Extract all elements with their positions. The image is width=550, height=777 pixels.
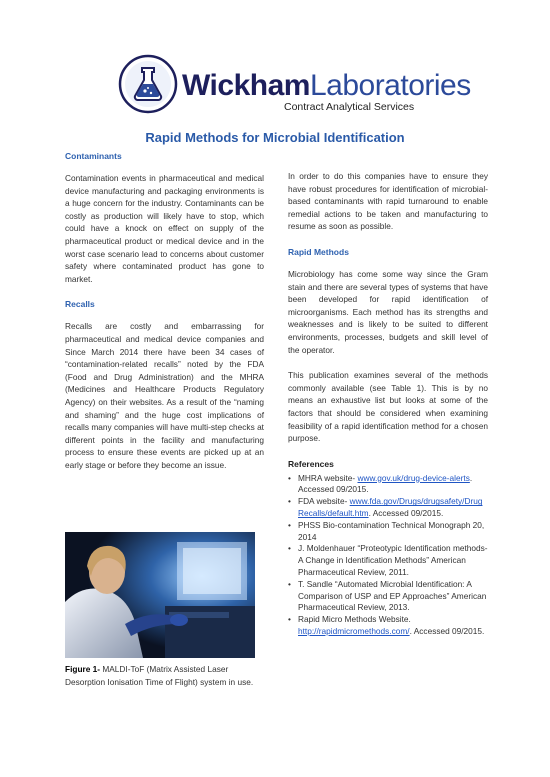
lab-photo [65,532,255,658]
maldi-tof-scientist-image [65,532,255,658]
references-heading: References [288,458,334,469]
recalls-paragraph: Recalls are costly and embarrassing for pharmaceutical and medical device companies and Since March 2014 there have been 34 cases of “contamination-related recalls” noted by the FDA (Food and Drug Administration) and the MHRA (Medicines and Healthcare Products Regulatory Agency) on their websites. As a result of the “naming and shaming” and the huge cost implications of recalls many companies will have multi-step checks at different points in the facility and manufacturing process to ensure these events are picked up at an early stage or before they become an issue. [65,321,264,470]
right-column [288,150,488,638]
references-section [288,458,488,638]
company-logo [118,52,471,122]
reference-item: • FDA website- www.fda.gov/Drugs/drugsafety/DrugRecalls/default.htm. Accessed 09/2015. [288,496,488,520]
reference-item: • MHRA website- www.gov.uk/drug-device-alerts. Accessed 09/2015. [288,473,488,497]
rapid-methods-paragraph: Microbiology has come some way since the Gram stain and there are several types of systems that have been developed for rapid identification of microorganisms. Each method has its strengths and weaknesses and is likely to be suited to different environments, processes, budgets and skill level of the operator. [288,268,488,355]
recalls-heading: Recalls [65,299,95,310]
contaminants-heading: Contaminants [65,151,122,161]
rapid-methods-heading: Rapid Methods [288,246,349,257]
reference-item: • Rapid Micro Methods Website. http://rapidmicromethods.com/. Accessed 09/2015. [288,614,488,638]
publication-paragraph: This publication examines several of the methods commonly available (see Table 1). This is by no means an exhaustive list but looks at some of the factors that should be considered when examining feasibility of a rapid identification method for a chosen purpose. [288,370,488,444]
reference-link[interactable]: www.fda.gov/Drugs/drugsafety/DrugRecalls/default.htm [298,496,483,519]
flask-emblem-icon [118,54,178,114]
logo-second-text: Laboratories [309,69,471,102]
reference-item: • J. Moldenhauer “Proteotypic Identification methods- A Change in Identification Methods” American Pharmaceutical Review, 2011. [288,543,488,578]
reference-link[interactable]: http://rapidmicromethods.com/ [298,626,410,637]
intro-paragraph: In order to do this companies have to ensure they have robust procedures for identification of microbial-based contaminants with rapid turnaround to enable remedial actions to be taken and manufacturing to resume as soon as possible. [288,171,488,232]
contaminants-paragraph: Contamination events in pharmaceutical and medical device manufacturing and packaging environments is a huge concern for the industry. Contaminants can be costly as production will likely have to stop, which could have a knock on effect on supply of the pharmaceutical product or medical device and in the worst case scenario lead to concerns about customer safety where contaminated product has gone to market. [65,173,264,284]
logo-wordmark [182,70,471,102]
figure-caption-text: MALDI-ToF (Matrix Assisted Laser Desorption Ionisation Time of Flight) system in use. [65,664,254,687]
figure-label: Figure 1- [65,664,101,674]
reference-link[interactable]: www.gov.uk/drug-device-alerts [357,472,470,483]
left-column [65,150,264,471]
references-list [288,473,488,638]
reference-item: • T. Sandle “Automated Microbial Identification: A Comparison of USP and EP Approaches” American Pharmaceutical Review, 2013. [288,579,488,614]
document-title: Rapid Methods for Microbial Identification [145,130,405,145]
logo-main-text: Wickham [182,69,310,102]
reference-item: • PHSS Bio-contamination Technical Monograph 20, 2014 [288,520,488,544]
logo-tagline: Contract Analytical Services [284,101,415,113]
figure-caption [65,663,270,688]
